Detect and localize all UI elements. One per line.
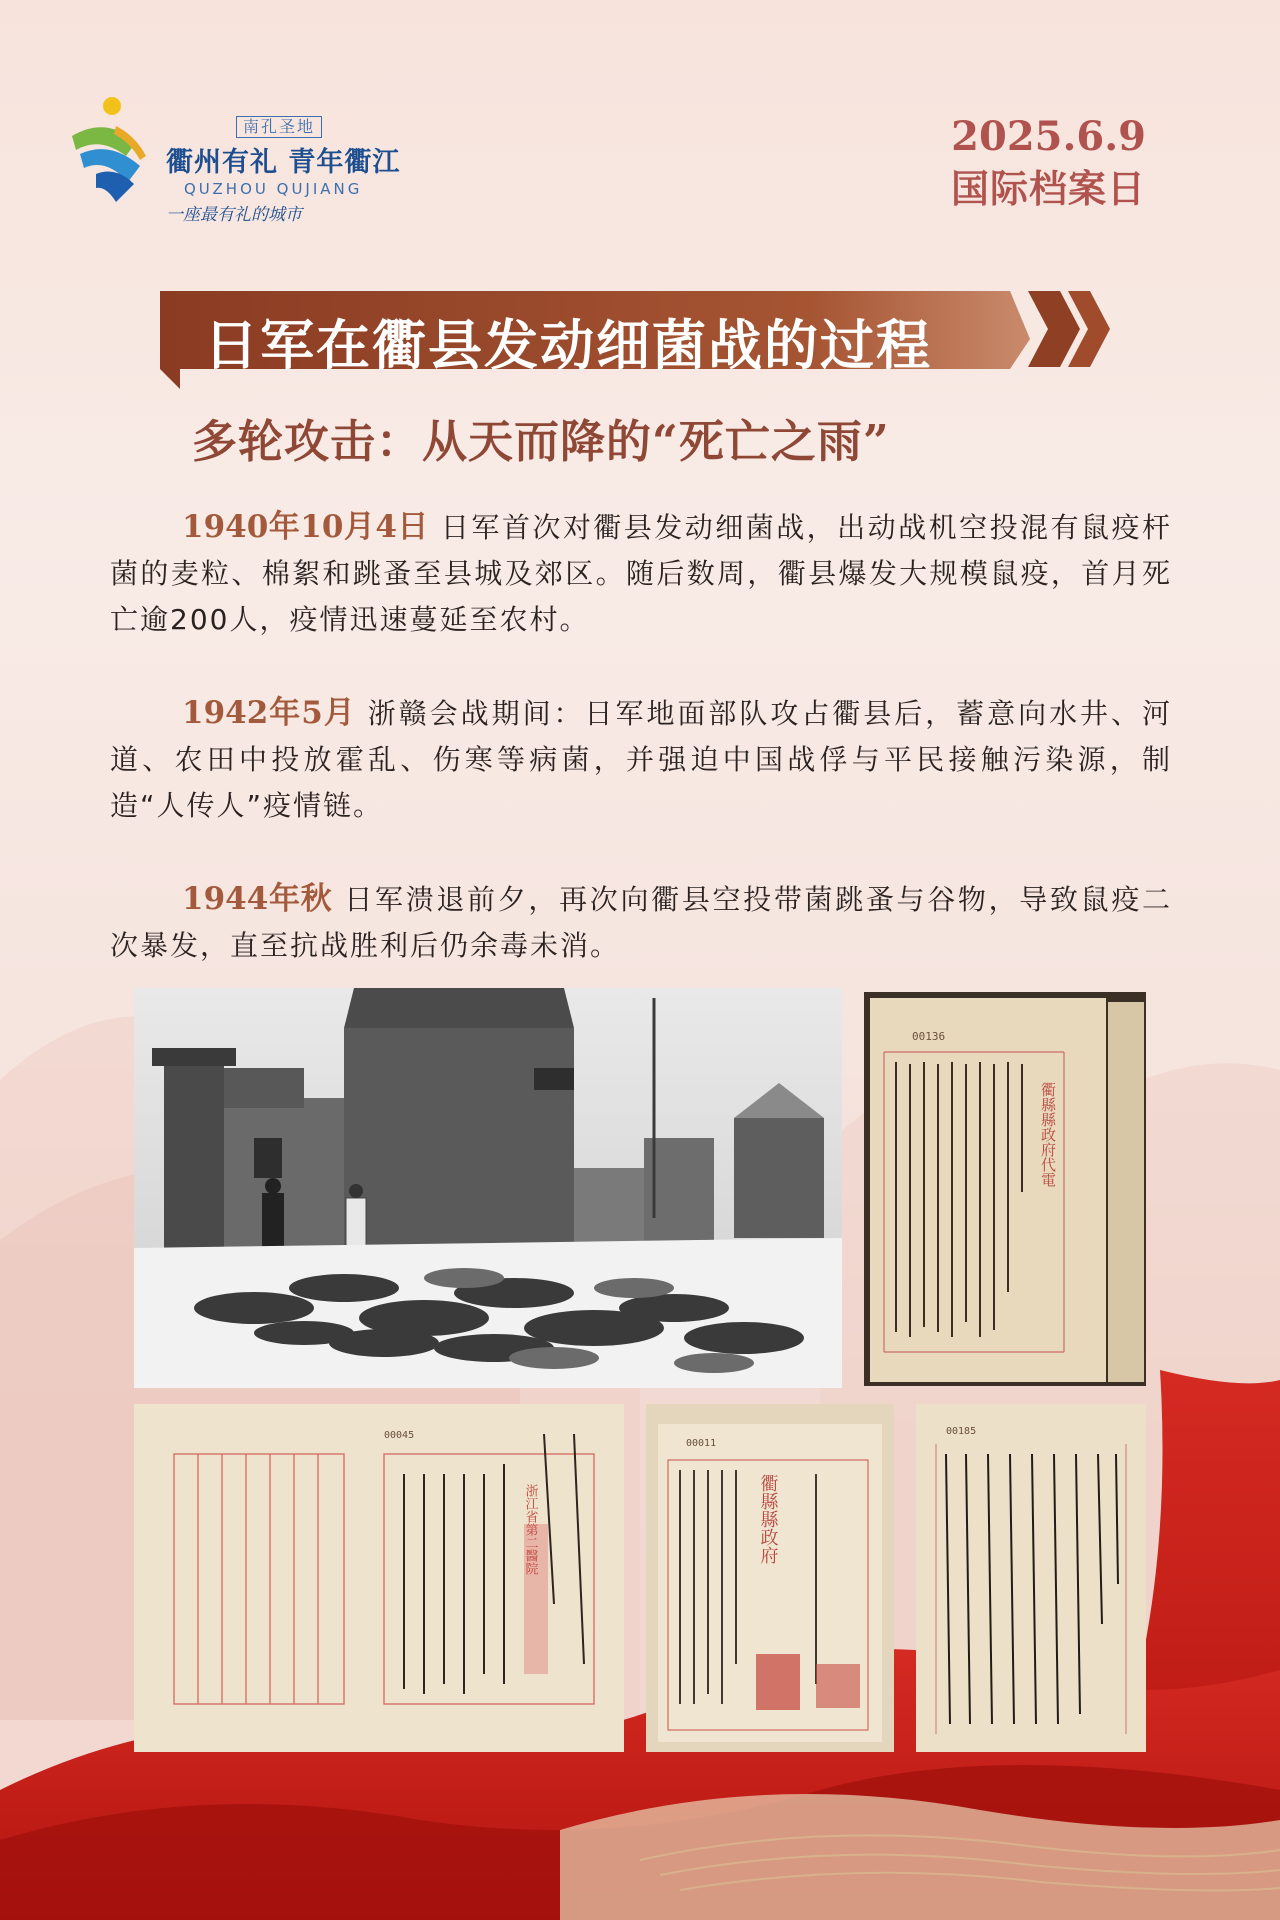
logo-slogan: 一座最有礼的城市 bbox=[166, 205, 302, 225]
doc2-number: 00045 bbox=[384, 1430, 415, 1441]
archive-document-3 bbox=[646, 1404, 894, 1752]
doc2-header: 浙江省第二醫院 bbox=[522, 1484, 538, 1575]
archive-document-2 bbox=[134, 1404, 624, 1752]
doc3-header: 衢縣縣政府 bbox=[757, 1474, 779, 1564]
paragraph-1944 bbox=[110, 876, 1172, 969]
archive-document-1 bbox=[864, 992, 1146, 1386]
section-subtitle: 多轮攻击：从天而降的“死亡之雨” bbox=[192, 415, 890, 468]
document-scan-image bbox=[864, 992, 1146, 1386]
qujiang-logo bbox=[66, 96, 406, 225]
snow-scene-image bbox=[134, 988, 842, 1388]
logo-small-text: 南孔圣地 bbox=[236, 116, 322, 138]
doc3-number: 00011 bbox=[686, 1438, 717, 1449]
paragraph-1942 bbox=[110, 690, 1172, 829]
paragraph-year: 1940年10月4日 bbox=[182, 509, 429, 545]
document-scan-image bbox=[916, 1404, 1146, 1752]
doc1-header: 衢縣縣政府代電 bbox=[1039, 1082, 1057, 1187]
paragraph-year: 1942年5月 bbox=[182, 695, 356, 731]
doc1-number: 00136 bbox=[912, 1030, 946, 1043]
document-scan-image bbox=[646, 1404, 894, 1752]
paragraph-text: 日军首次对衢县发动细菌战，出动战机空投混有鼠疫杆菌的麦粒、棉絮和跳蚤至县城及郊区。随后数周，衢县爆发大规模鼠疫，首月死亡逾200人，疫情迅速蔓延至农村。 bbox=[110, 511, 1172, 636]
paragraph-text: 浙赣会战期间：日军地面部队攻占衢县后，蓄意向水井、河道、农田中投放霍乱、伤寒等病菌，并强迫中国战俘与平民接触污染源，制造“人传人”疫情链。 bbox=[110, 697, 1172, 822]
document-scan-image bbox=[134, 1404, 624, 1752]
historical-photo bbox=[134, 988, 842, 1388]
paragraph-1940 bbox=[110, 504, 1172, 643]
banner-title: 日军在衢县发动细菌战的过程 bbox=[204, 313, 932, 377]
event-label: 国际档案日 bbox=[950, 166, 1146, 211]
archive-document-4 bbox=[916, 1404, 1146, 1752]
paragraph-year: 1944年秋 bbox=[182, 881, 333, 917]
logo-chinese-name: 衢州有礼 青年衢江 bbox=[166, 147, 401, 178]
title-banner bbox=[160, 289, 1120, 389]
logo-mark-icon bbox=[66, 96, 176, 206]
paragraph-text: 日军溃退前夕，再次向衢县空投带菌跳蚤与谷物，导致鼠疫二次暴发，直至抗战胜利后仍余毒未消。 bbox=[110, 883, 1172, 962]
doc4-number: 00185 bbox=[946, 1426, 977, 1437]
logo-english-name: QUZHOU QUJIANG bbox=[184, 180, 363, 198]
event-date: 2025.6.9 bbox=[951, 113, 1146, 160]
